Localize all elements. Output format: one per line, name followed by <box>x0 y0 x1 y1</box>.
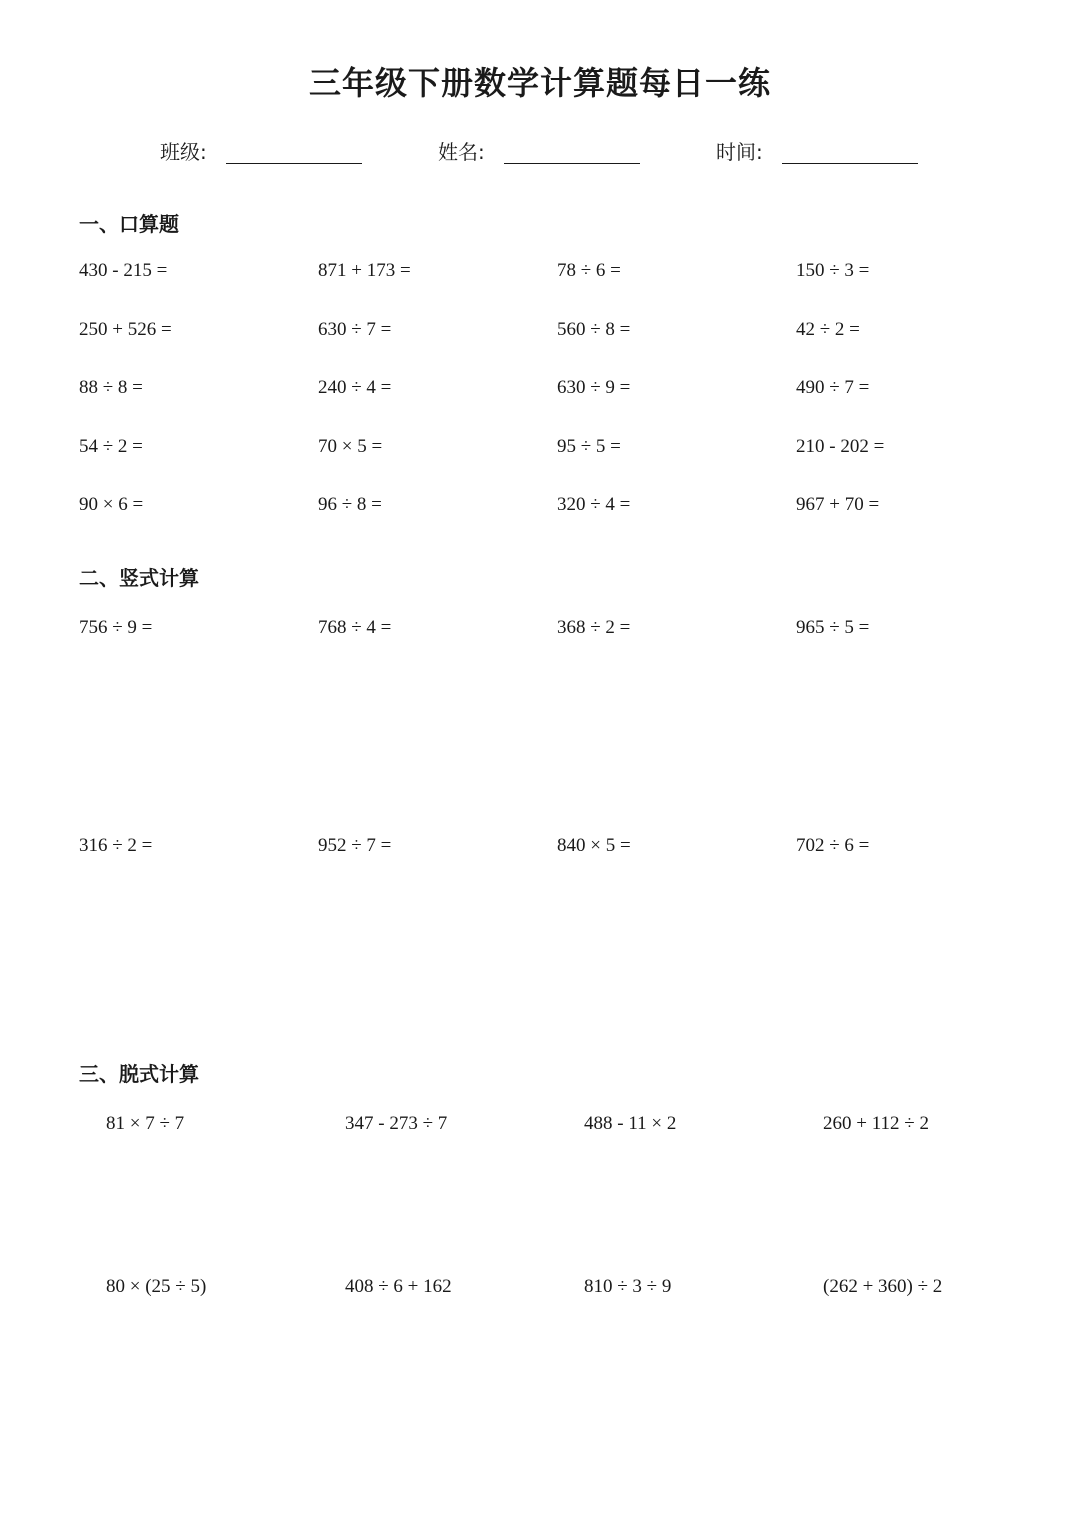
section-heading-stepwise: 三、脱式计算 <box>79 1062 199 1086</box>
oral-problem: 871 + 173 = <box>318 260 411 281</box>
oral-problem: 210 - 202 = <box>796 436 885 457</box>
name-blank-line[interactable] <box>504 163 640 164</box>
stepwise-problem: 80 × (25 ÷ 5) <box>106 1276 207 1297</box>
page-title: 三年级下册数学计算题每日一练 <box>308 64 771 102</box>
class-blank-line[interactable] <box>226 163 362 164</box>
stepwise-problem: 488 - 11 × 2 <box>584 1113 677 1134</box>
time-label: 时间: <box>716 140 763 164</box>
oral-problem: 90 × 6 = <box>79 494 144 515</box>
oral-problem: 96 ÷ 8 = <box>318 494 382 515</box>
oral-problem: 250 + 526 = <box>79 319 172 340</box>
oral-problem: 320 ÷ 4 = <box>557 494 631 515</box>
oral-problem: 967 + 70 = <box>796 494 880 515</box>
oral-problem: 630 ÷ 7 = <box>318 319 392 340</box>
student-info-row <box>0 132 1080 172</box>
stepwise-problem: 810 ÷ 3 ÷ 9 <box>584 1276 672 1297</box>
oral-problem: 240 ÷ 4 = <box>318 377 392 398</box>
section-heading-vertical: 二、竖式计算 <box>79 566 199 590</box>
stepwise-problem: 347 - 273 ÷ 7 <box>345 1113 448 1134</box>
oral-problem: 42 ÷ 2 = <box>796 319 860 340</box>
stepwise-problem: 81 × 7 ÷ 7 <box>106 1113 185 1134</box>
oral-problem: 430 - 215 = <box>79 260 168 281</box>
class-field <box>160 132 370 172</box>
vertical-problem: 756 ÷ 9 = <box>79 617 153 638</box>
name-label: 姓名: <box>438 140 485 164</box>
stepwise-problem: 260 + 112 ÷ 2 <box>823 1113 929 1134</box>
section-heading-oral: 一、口算题 <box>79 212 179 236</box>
time-blank-line[interactable] <box>782 163 918 164</box>
vertical-problem: 316 ÷ 2 = <box>79 835 153 856</box>
oral-problem: 54 ÷ 2 = <box>79 436 143 457</box>
oral-problem: 560 ÷ 8 = <box>557 319 631 340</box>
vertical-problem: 965 ÷ 5 = <box>796 617 870 638</box>
stepwise-problem: (262 + 360) ÷ 2 <box>823 1276 943 1297</box>
vertical-problem: 952 ÷ 7 = <box>318 835 392 856</box>
stepwise-problem: 408 ÷ 6 + 162 <box>345 1276 452 1297</box>
vertical-problem: 702 ÷ 6 = <box>796 835 870 856</box>
oral-problem: 70 × 5 = <box>318 436 383 457</box>
vertical-problem: 368 ÷ 2 = <box>557 617 631 638</box>
oral-problem: 95 ÷ 5 = <box>557 436 621 457</box>
class-label: 班级: <box>160 140 207 164</box>
name-field <box>438 132 648 172</box>
time-field <box>716 132 926 172</box>
oral-problem: 490 ÷ 7 = <box>796 377 870 398</box>
oral-problem: 88 ÷ 8 = <box>79 377 143 398</box>
vertical-problem: 840 × 5 = <box>557 835 631 856</box>
oral-problem: 630 ÷ 9 = <box>557 377 631 398</box>
oral-problem: 78 ÷ 6 = <box>557 260 621 281</box>
oral-problem: 150 ÷ 3 = <box>796 260 870 281</box>
vertical-problem: 768 ÷ 4 = <box>318 617 392 638</box>
